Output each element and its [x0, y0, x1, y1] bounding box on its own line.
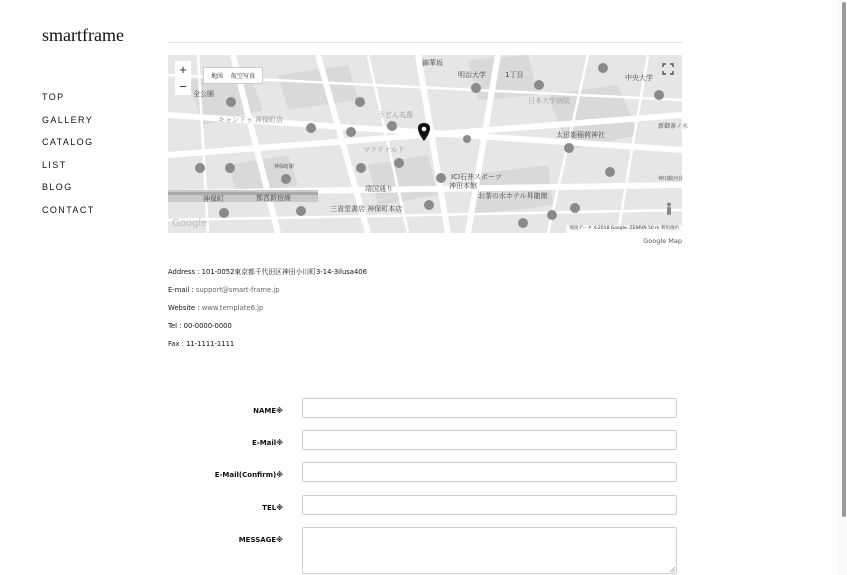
map-type-map-button[interactable]: 地図 — [211, 73, 224, 80]
email-confirm-label: E-Mail(Confirm)※ — [214, 471, 283, 479]
address-text: Address : 101-0052東京都千代田区神田小川町3-14-3ilusa406 — [168, 268, 367, 276]
name-label: NAME※ — [253, 407, 283, 415]
website-link[interactable]: www.template6.jp — [201, 304, 264, 312]
email-link[interactable]: support@smart-frame.jp — [195, 286, 280, 294]
map-label: 神田駿河台 — [658, 176, 684, 182]
header-divider — [168, 42, 682, 43]
map-label: 中央大学 — [625, 74, 653, 82]
nav-item-gallery[interactable]: GALLERY — [42, 114, 94, 125]
email-input[interactable] — [302, 430, 677, 450]
tel-input[interactable] — [302, 495, 677, 515]
fax-text: Fax : 11-1111-1111 — [168, 340, 235, 348]
fullscreen-icon[interactable] — [662, 63, 674, 75]
message-label: MESSAGE※ — [238, 536, 283, 544]
map-label: 都営新宿線 — [256, 194, 291, 202]
site-logo[interactable]: smartframe — [42, 25, 124, 45]
website-line — [168, 303, 367, 321]
map-label: 全公園 — [193, 90, 214, 98]
zoom-in-button[interactable]: + — [179, 62, 187, 77]
map-type-satellite-button[interactable]: 航空写真 — [230, 73, 255, 80]
map-zoom-control — [175, 61, 191, 95]
email-label: E-Mail※ — [252, 439, 283, 447]
website-label: Website : — [168, 304, 202, 312]
nav-item-blog[interactable]: BLOG — [42, 182, 73, 193]
map-label: 神田本館 — [449, 182, 477, 190]
map-label: うどん丸香 — [378, 111, 413, 119]
google-map[interactable] — [168, 55, 689, 233]
map-label: 神保町 — [203, 195, 224, 203]
nav-item-top[interactable]: TOP — [42, 92, 65, 102]
main-nav — [42, 91, 95, 227]
map-attribution: 地図データ ©2018 Google, ZENRIN 50 m 利用規約 — [566, 225, 682, 233]
map-label: 新御茶ノ水 — [658, 123, 689, 130]
map-label: 錦華坂 — [422, 59, 443, 67]
map-label: 太田姫稲荷神社 — [556, 131, 605, 139]
zoom-out-button[interactable]: − — [179, 79, 187, 94]
email-line — [168, 285, 367, 303]
email-confirm-input[interactable] — [302, 462, 677, 482]
pegman-icon[interactable] — [664, 202, 674, 216]
map-label: 1丁目 — [505, 71, 524, 79]
map-label: マクドナルド — [363, 146, 405, 154]
name-input[interactable] — [302, 398, 677, 418]
map-label: 三省堂書店 神保町本店 — [330, 205, 403, 213]
email-label: E-mail : — [168, 286, 196, 294]
map-label: 神保町駅 — [274, 164, 295, 170]
nav-item-catalog[interactable]: CATALOG — [42, 137, 94, 148]
map-label: 靖国通り — [365, 185, 393, 193]
message-textarea[interactable] — [302, 527, 677, 574]
map-label: お茶の水ホテル昇龍館 — [478, 192, 548, 200]
google-logo: Google — [172, 218, 208, 229]
contact-info — [168, 267, 367, 357]
map-type-control — [203, 67, 263, 84]
scrollbar-thumb[interactable] — [842, 2, 846, 517]
nav-item-contact[interactable]: CONTACT — [42, 204, 95, 215]
map-label: 日本大学病院 — [528, 97, 570, 105]
nav-item-list[interactable]: LIST — [42, 159, 67, 170]
tel-text: Tel : 00-0000-0000 — [168, 322, 232, 330]
map-label: ICI石井スポーツ — [451, 173, 502, 181]
tel-label: TEL※ — [262, 504, 283, 512]
scrollbar[interactable] — [837, 0, 847, 575]
map-label: キャンドゥ 神保町店 — [218, 116, 284, 124]
google-map-link[interactable]: Google Map — [643, 237, 682, 245]
resize-handle-icon[interactable] — [670, 567, 675, 572]
map-label: 明治大学 — [458, 71, 486, 79]
